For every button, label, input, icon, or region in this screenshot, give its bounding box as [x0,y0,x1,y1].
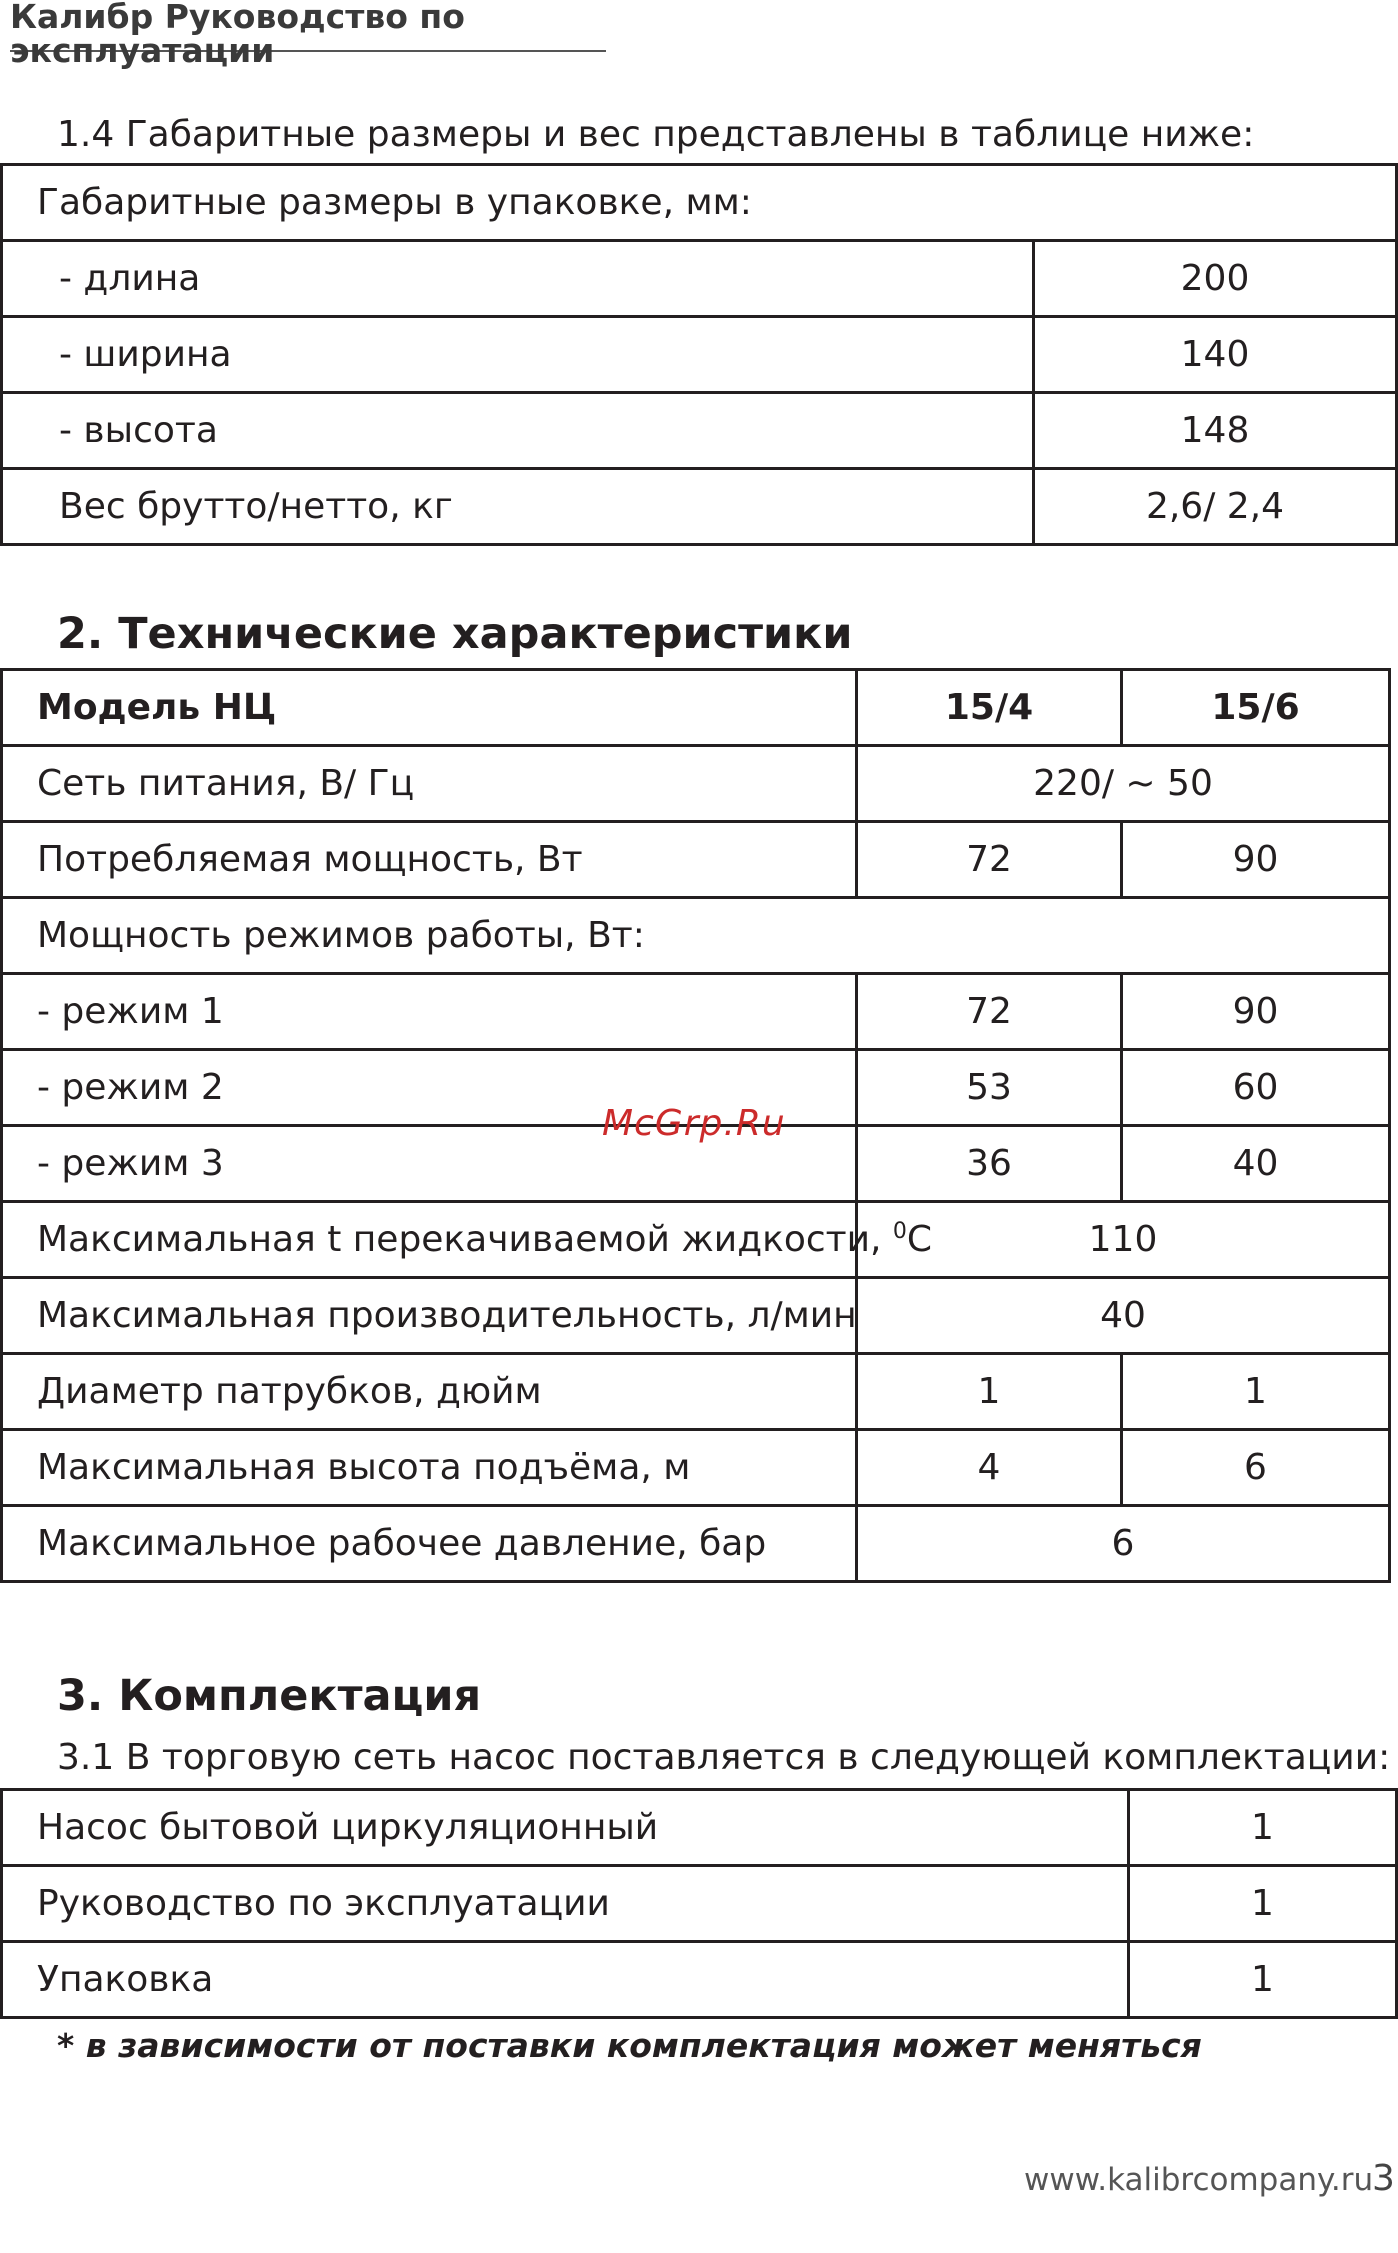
table-row [2,1202,1390,1278]
max-temp-unit: С [906,1219,933,1260]
row-label: - режим 2 [2,1050,857,1126]
row-value: 220/ ~ 50 [857,746,1390,822]
dimensions-intro: 1.4 Габаритные размеры и вес представлены в таблице ниже: [57,114,1255,155]
row-value: 1 [1129,1866,1397,1942]
row-label: Максимальная высота подъёма, м [2,1430,857,1506]
row-label: Упаковка [2,1942,1129,2018]
max-temp-label: Максимальная t перекачиваемой жидкости, [37,1219,893,1260]
row-value: 6 [1122,1430,1390,1506]
row-value: 110 [857,1202,1390,1278]
table-row [2,746,1390,822]
table-row [2,1506,1390,1582]
model-label: Модель НЦ [2,670,857,746]
row-value: 40 [1122,1126,1390,1202]
table-row [2,822,1390,898]
row-value: 90 [1122,822,1390,898]
row-label: Максимальное рабочее давление, бар [2,1506,857,1582]
max-temp-sup: 0 [892,1219,907,1244]
package-intro: 3.1 В торговую сеть насос поставляется в следующей комплектации: [57,1737,1391,1778]
row-label [2,1202,933,1278]
table-row [2,469,1397,545]
row-label: Руководство по эксплуатации [2,1866,1129,1942]
row-label: - длина [2,241,1034,317]
page-number: 3 [1372,2158,1395,2199]
watermark: McGrp.Ru [602,1103,786,1144]
row-value: 36 [857,1126,1122,1202]
row-value: 53 [857,1050,1122,1126]
row-label: - режим 3 [2,1126,857,1202]
row-value: 4 [857,1430,1122,1506]
table-row [2,1278,1390,1354]
table-row [2,1942,1397,2018]
table-row [2,670,1390,746]
page-header: Калибр Руководство по эксплуатации [10,0,606,52]
modes-header: Мощность режимов работы, Вт: [2,898,1390,974]
row-label: - режим 1 [2,974,857,1050]
row-label: Максимальная производительность, л/мин [2,1278,857,1354]
table-row [2,241,1397,317]
row-value: 6 [857,1506,1390,1582]
row-value: 90 [1122,974,1390,1050]
specs-title: 2. Технические характеристики [57,609,853,659]
table-row [2,1866,1397,1942]
table-row [2,1354,1390,1430]
row-value: 148 [1034,393,1397,469]
table-row [2,393,1397,469]
model-15-6: 15/6 [1122,670,1390,746]
dimensions-table [0,163,1398,546]
table-row [2,1790,1397,1866]
row-value: 1 [1129,1790,1397,1866]
row-value: 72 [857,974,1122,1050]
row-label: Вес брутто/нетто, кг [2,469,1034,545]
table-row [2,1430,1390,1506]
footer-site: www.kalibrcompany.ru [1024,2162,1374,2198]
table-row [2,898,1390,974]
model-15-4: 15/4 [857,670,1122,746]
package-table [0,1788,1398,2019]
row-value: 1 [857,1354,1122,1430]
row-value: 140 [1034,317,1397,393]
dimensions-table-header: Габаритные размеры в упаковке, мм: [2,165,1397,241]
row-label: Потребляемая мощность, Вт [2,822,857,898]
row-label: Сеть питания, В/ Гц [2,746,857,822]
row-label: Насос бытовой циркуляционный [2,1790,1129,1866]
row-value: 40 [857,1278,1390,1354]
row-value: 1 [1129,1942,1397,2018]
package-footnote: * в зависимости от поставки комплектация может меняться [57,2026,1202,2065]
row-value: 1 [1122,1354,1390,1430]
table-row [2,165,1397,241]
row-value: 72 [857,822,1122,898]
table-row [2,317,1397,393]
row-value: 60 [1122,1050,1390,1126]
row-label: - ширина [2,317,1034,393]
row-label: Диаметр патрубков, дюйм [2,1354,857,1430]
row-value: 200 [1034,241,1397,317]
row-label: - высота [2,393,1034,469]
package-title: 3. Комплектация [57,1671,482,1721]
table-row [2,974,1390,1050]
row-value: 2,6/ 2,4 [1034,469,1397,545]
